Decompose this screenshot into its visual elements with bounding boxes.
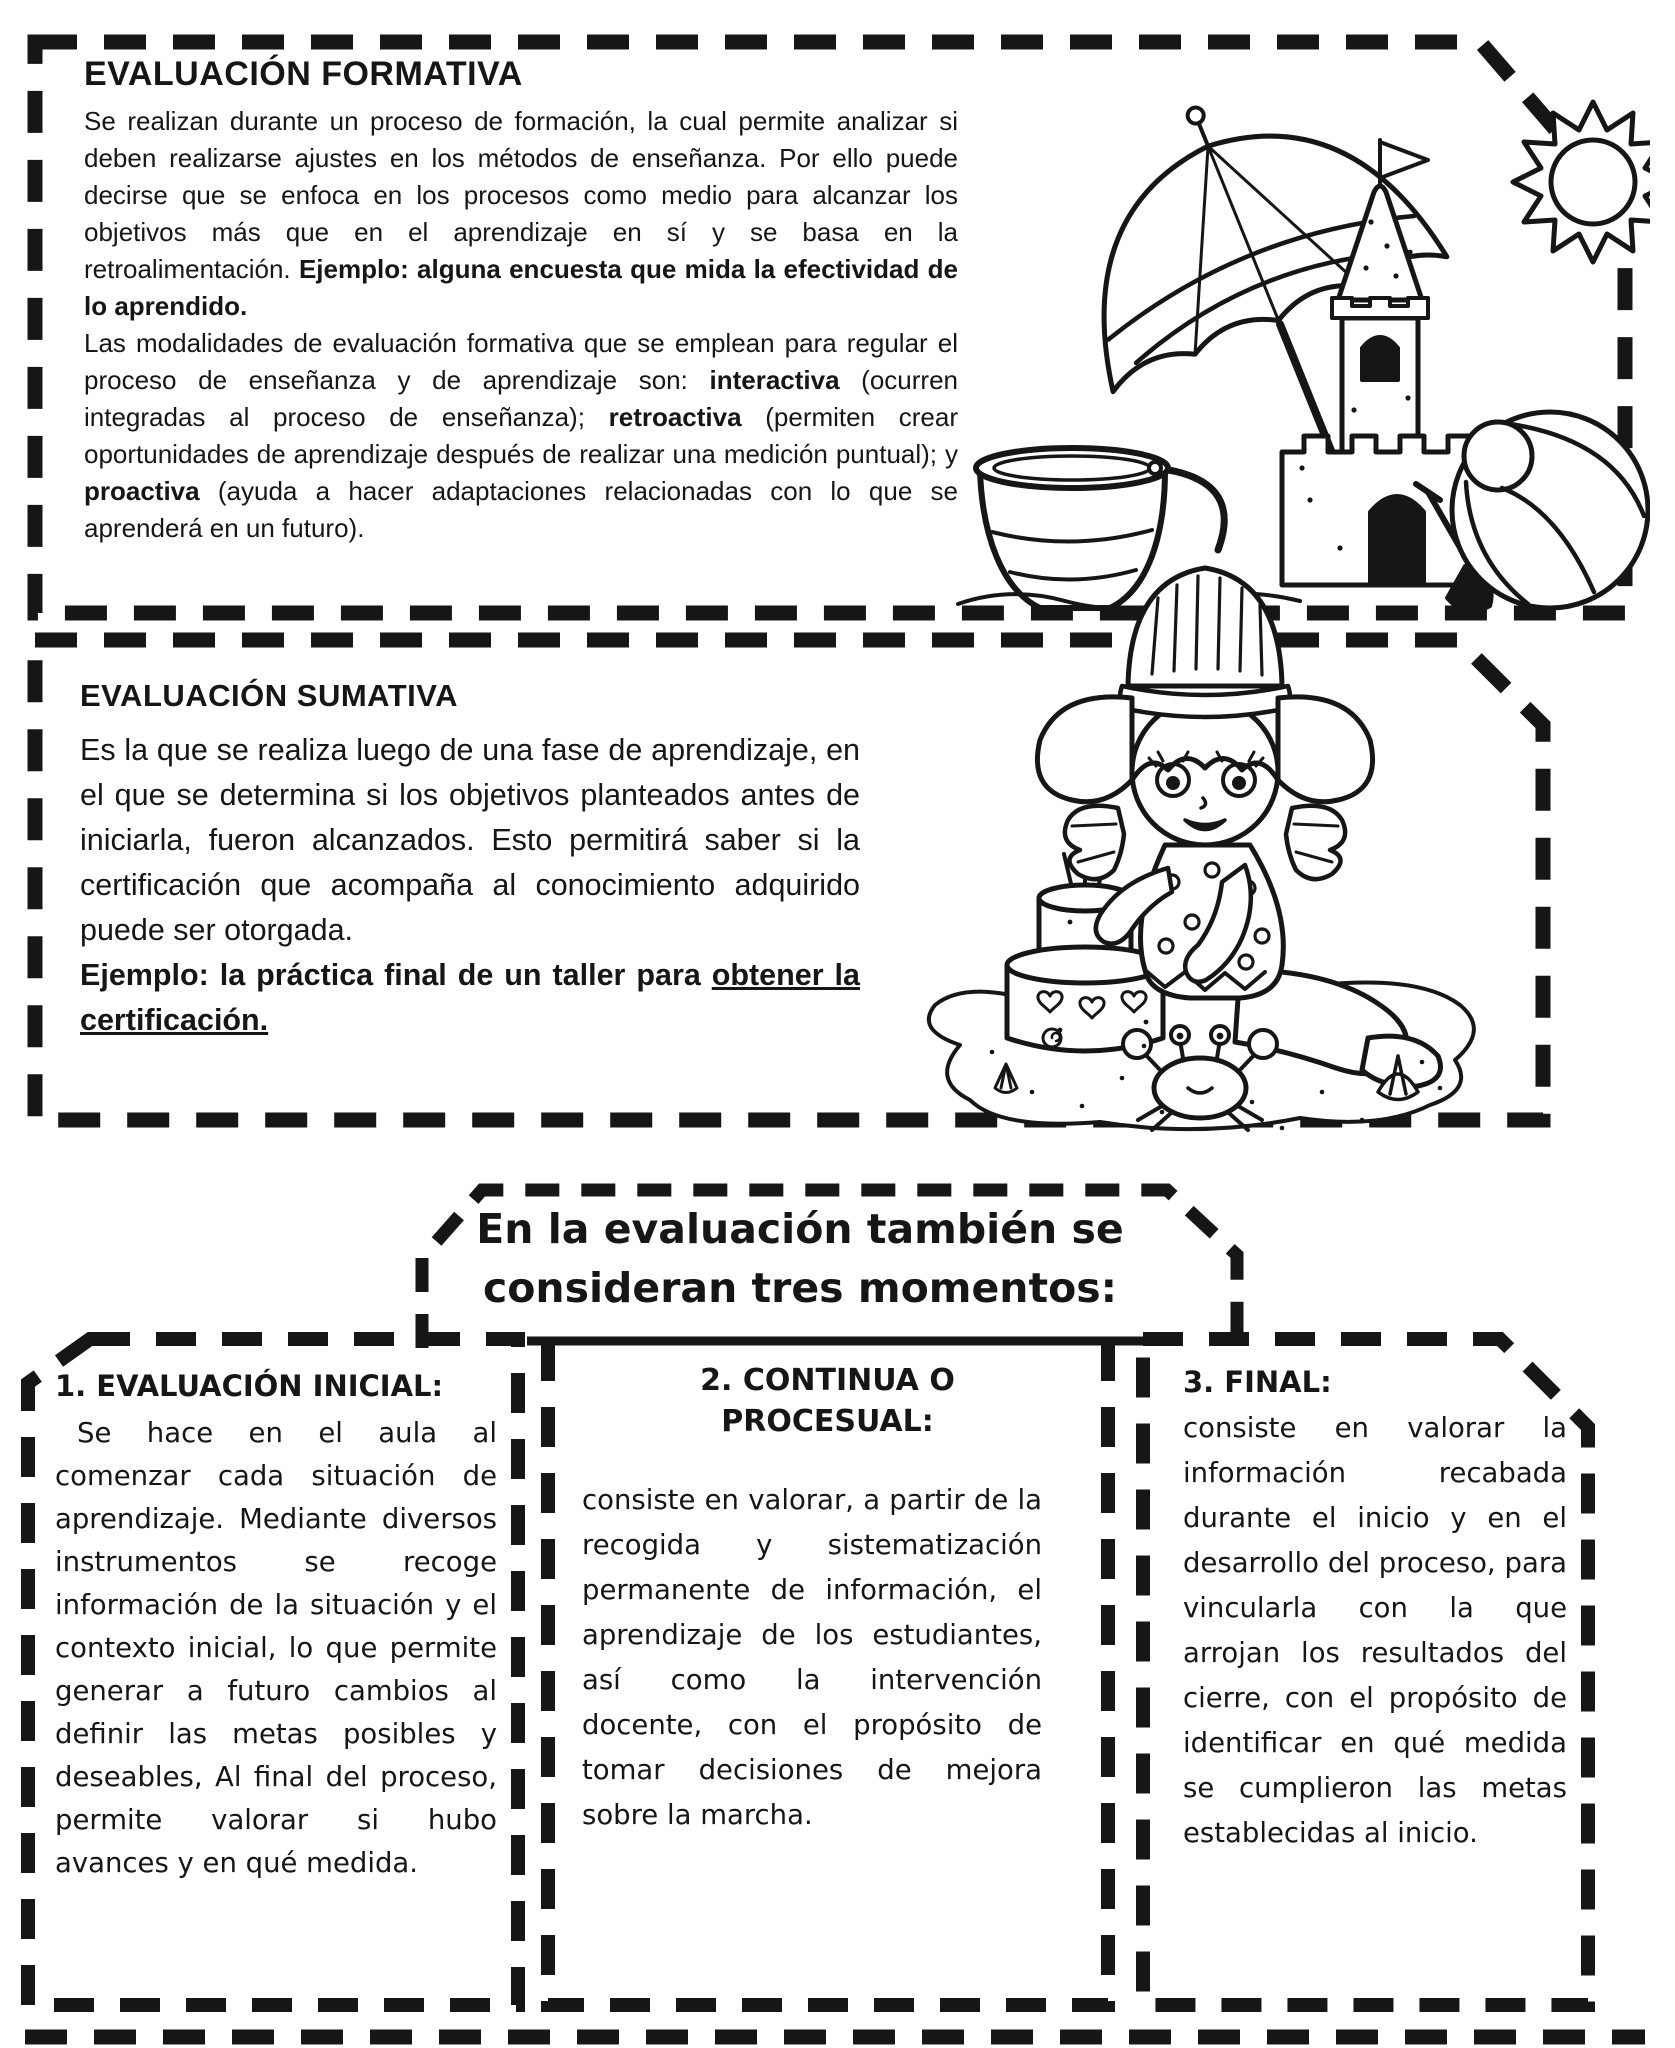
girl-sandcastle-illustration <box>900 490 1500 1140</box>
column-2-title: 2. CONTINUA O PROCESUAL: <box>700 1363 955 1439</box>
sumativa-body: Es la que se realiza luego de una fase de aprendizaje, en el que se determina si los objetivos planteados antes de iniciarla, fueron alcanzados. Esto permitirá saber si la certificación que acompaña al conocimiento adquirido puede ser otorgada. Ejemplo: la práctica final de un taller para obtener la certificación. <box>80 733 860 1037</box>
column-3-body: consiste en valorar la información recabada durante el inicio y en el desarrollo del proceso, para vincularla con la que arrojan los resultados del cierre, con el propósito de identificar en qué medida se cumplieron las metas establecidas al inicio. <box>1183 1412 1567 1849</box>
three-moments-banner: En la evaluación también se consideran tres momentos: <box>476 1205 1124 1312</box>
column-1-body: Se hace en el aula al comenzar cada situación de aprendizaje. Mediante diversos instrumentos se recoge información de la situación y el contexto inicial, lo que permite generar a futuro cambios al definir las metas posibles y deseables, Al final del proceso, permite valorar si hubo avances y en qué medida. <box>55 1417 497 1879</box>
column-1-title: 1. EVALUACIÓN INICIAL: <box>55 1369 444 1403</box>
sun-hat-icon <box>1037 568 1372 802</box>
column-3-title: 3. FINAL: <box>1183 1365 1332 1399</box>
formativa-body: Se realizan durante un proceso de formación, la cual permite analizar si deben realizarse ajustes en los métodos de enseñanza. Por ello puede decirse que se enfoca en los procesos como medio para alcanzar los objetivos más que en el aprendizaje en sí y se basa en la retroalimentación. Ejemplo: alguna encuesta que mida la efectividad de lo aprendido. Las modalidades de evaluación formativa que se emplean para regular el proceso de enseñanza y de aprendizaje son: interactiva (ocurren integradas al proceso de enseñanza); retroactiva (permiten crear oportunidades de aprendizaje después de realizar una medición puntual); y proactiva (ayuda a hacer adaptaciones relacionadas con lo que se aprenderá en un futuro). <box>84 106 959 543</box>
column-2-body: consiste en valorar, a partir de la recogida y sistematización permanente de información, el aprendizaje de los estudiantes, así como la intervención docente, con el propósito de tomar decisiones de mejora sobre la marcha. <box>582 1484 1042 1831</box>
sun-icon <box>1513 102 1650 262</box>
formativa-title: EVALUACIÓN FORMATIVA <box>84 55 523 93</box>
sumativa-title: EVALUACIÓN SUMATIVA <box>80 678 459 713</box>
